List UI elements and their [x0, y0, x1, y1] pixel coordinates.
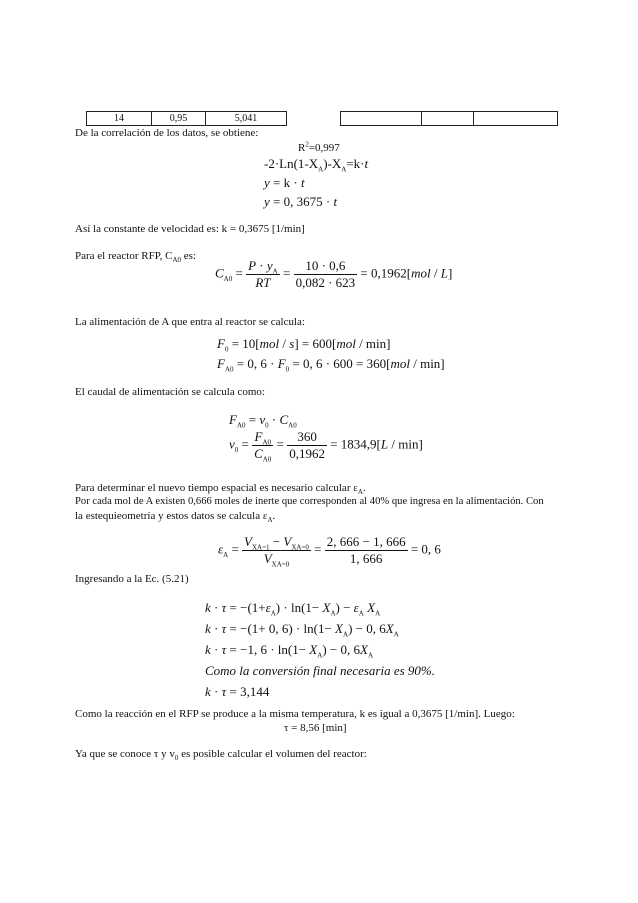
eq-fa0-v0: $F_{A0} = v_0 \cdot C_{A0}$	[229, 412, 297, 430]
table-cell	[474, 112, 558, 126]
r2-value: $R^2=0,997$	[298, 140, 340, 154]
eq-fa0: $F_{A0} = 0$, $6 \cdot F_0 = 0$, 6 · 600 = 360[mol / min]	[217, 356, 445, 374]
table-cell: 5,041	[206, 112, 287, 126]
flow-intro: El caudal de alimentación se calcula como:	[75, 386, 265, 398]
correlation-intro: De la correlación de los datos, se obtiene:	[75, 127, 259, 139]
feed-intro: La alimentación de A que entra al reactor se calcula:	[75, 316, 305, 328]
data-table	[86, 111, 558, 126]
spacetime-line3: la estequieometría y estos datos se calcula $\varepsilon_A$.	[75, 510, 276, 525]
eq-ca0: $C_{A0}$ = $\frac{P \cdot y_A}{RT}$ = $\frac{10 \cdot 0,6}{0,082 \cdot 623}$ = 0,1962[mol / L]	[215, 258, 453, 290]
eq-epsilon: $\varepsilon_A$ = $\frac{V_{XA=1} - V_{XA=0}}{V_{XA=0}}$ = $\frac{2, 666 - 1, 666}{1, 666}$ = 0, 6	[218, 534, 441, 569]
eq-v0: $v_0$ = $\frac{F_{A0}}{C_{A0}}$ = $\frac{360}{0,1962}$ = 1834,9[L / min]	[229, 429, 423, 464]
rate-constant-text: Así la constante de velocidad es: k = 0,3675 [1/min]	[75, 223, 305, 235]
tau-text: Como la reacción en el RFP se produce a la misma temperatura, k es igual a 0,3675 [1/min]. Luego:	[75, 708, 515, 720]
table-cell	[287, 112, 341, 126]
spacetime-line1: Para determinar el nuevo tiempo espacial es necesario calcular $\varepsilon_A$.	[75, 482, 366, 497]
ca0-intro: Para el reactor RFP, $C_{A0}$ es:	[75, 250, 196, 265]
tau-value: τ = 8,56 [min]	[284, 722, 347, 734]
table-cell: 14	[87, 112, 152, 126]
spacetime-line2: Por cada mol de A existen 0,666 moles de inerte que corresponden al 40% que ingresa en la alimentación. Con	[75, 496, 544, 507]
table-cell: 0,95	[152, 112, 206, 126]
ec-intro: Ingresando a la Ec. (5.21)	[75, 573, 189, 585]
eq-ec-line2: k · τ = −(1+ 0, $6) \cdot \ln(1- X_A) - 0$, $6X_A$	[205, 621, 399, 639]
table-cell	[422, 112, 474, 126]
eq-ec-line4: Como la conversión final necesaria es 90%.	[205, 663, 435, 678]
final-text: Ya que se conoce τ y $v_0$ es posible calcular el volumen del reactor:	[75, 748, 367, 763]
eq-linearized: $-2\cdot Ln(1-X_A)-X_A=k\cdot t$	[264, 156, 369, 174]
eq-ec-line3: k · τ = −1, $6 \cdot \ln(1- X_A) - 0$, $6X_A$	[205, 642, 373, 660]
eq-y-kt: y = k · t	[264, 175, 305, 190]
eq-f0: $F_0 = 10[mol / s] = 600[mol / \min]$	[217, 336, 391, 354]
eq-y-fit: y = 0, 3675 · t	[264, 194, 338, 209]
table-row	[87, 112, 558, 126]
table-cell	[341, 112, 422, 126]
eq-ec-line1: $k \cdot \tau = -(1+\varepsilon_A) \cdot \ln(1- X_A) - \varepsilon_A$ $X_A$	[205, 600, 381, 618]
eq-ec-line5: k · τ = 3,144	[205, 684, 270, 699]
